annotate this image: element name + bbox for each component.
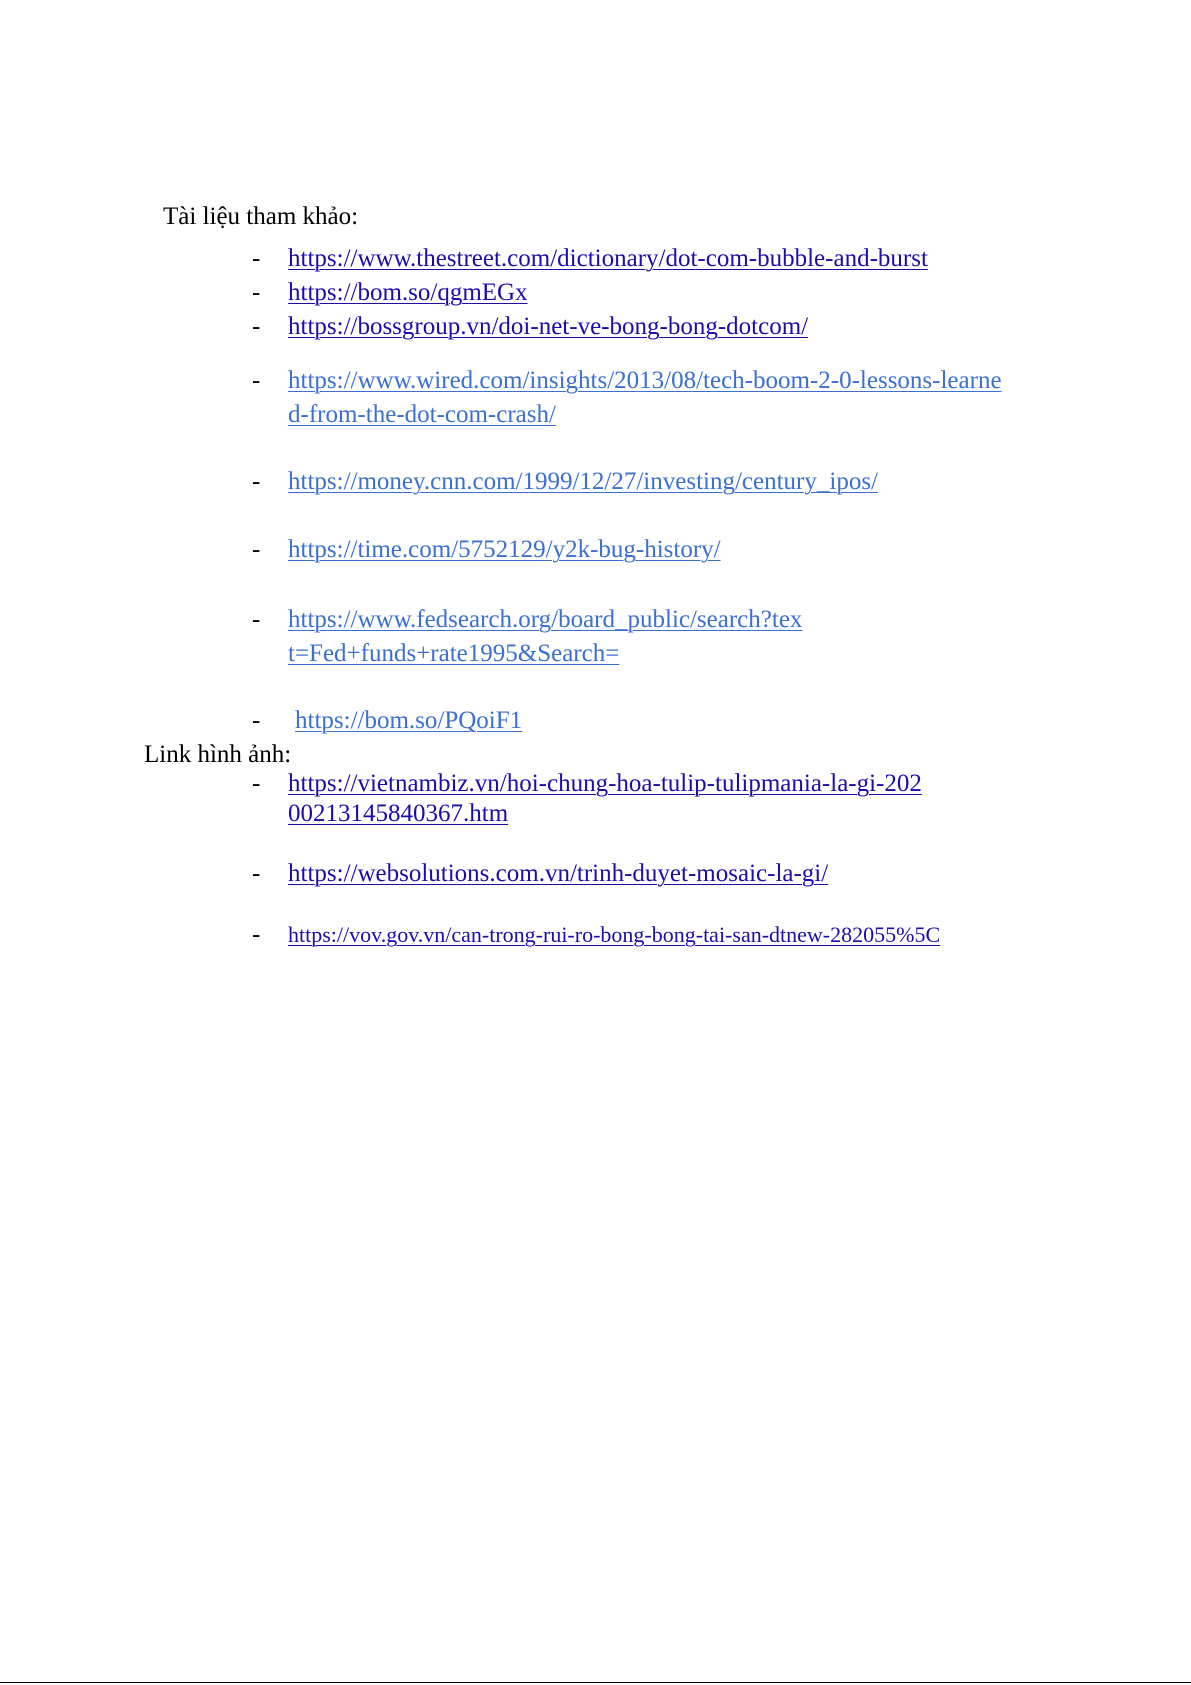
references-heading: Tài liệu tham khảo: [163, 203, 359, 230]
reference-link-8[interactable]: https://bom.so/PQoiF1 [295, 707, 523, 734]
bullet-dash: - [252, 707, 261, 734]
reference-link-4[interactable]: https://www.wired.com/insights/2013/08/tech-boom-2-0-lessons-learned-from-the-dot-com-crash/ [288, 367, 1002, 428]
bullet-dash: - [252, 536, 261, 563]
reference-link-2[interactable]: https://bom.so/qgmEGx [288, 279, 528, 306]
bullet-dash: - [252, 921, 261, 948]
bullet-dash: - [252, 279, 261, 306]
reference-link-5[interactable]: https://money.cnn.com/1999/12/27/investing/century_ipos/ [288, 468, 878, 495]
bullet-dash: - [252, 468, 261, 495]
bullet-dash: - [252, 313, 261, 340]
bullet-dash: - [252, 245, 261, 272]
bullet-dash: - [252, 770, 261, 797]
image-link-1[interactable]: https://vietnambiz.vn/hoi-chung-hoa-tulip-tulipmania-la-gi-20200213145840367.htm [288, 770, 922, 827]
image-link-3[interactable]: https://vov.gov.vn/can-trong-rui-ro-bong-bong-tai-san-dtnew-282055%5C [288, 922, 941, 947]
image-links-heading: Link hình ảnh: [144, 741, 292, 768]
reference-link-6[interactable]: https://time.com/5752129/y2k-bug-history/ [288, 536, 721, 563]
reference-link-3[interactable]: https://bossgroup.vn/doi-net-ve-bong-bong-dotcom/ [288, 313, 809, 340]
image-link-2[interactable]: https://websolutions.com.vn/trinh-duyet-mosaic-la-gi/ [288, 860, 829, 887]
bullet-dash: - [252, 606, 261, 633]
bullet-dash: - [252, 860, 261, 887]
bullet-dash: - [252, 367, 261, 394]
page-bottom-border [0, 1682, 1191, 1683]
reference-link-1[interactable]: https://www.thestreet.com/dictionary/dot-com-bubble-and-burst [288, 245, 928, 272]
reference-link-7[interactable]: https://www.fedsearch.org/board_public/search?text=Fed+funds+rate1995&Search= [288, 606, 803, 667]
